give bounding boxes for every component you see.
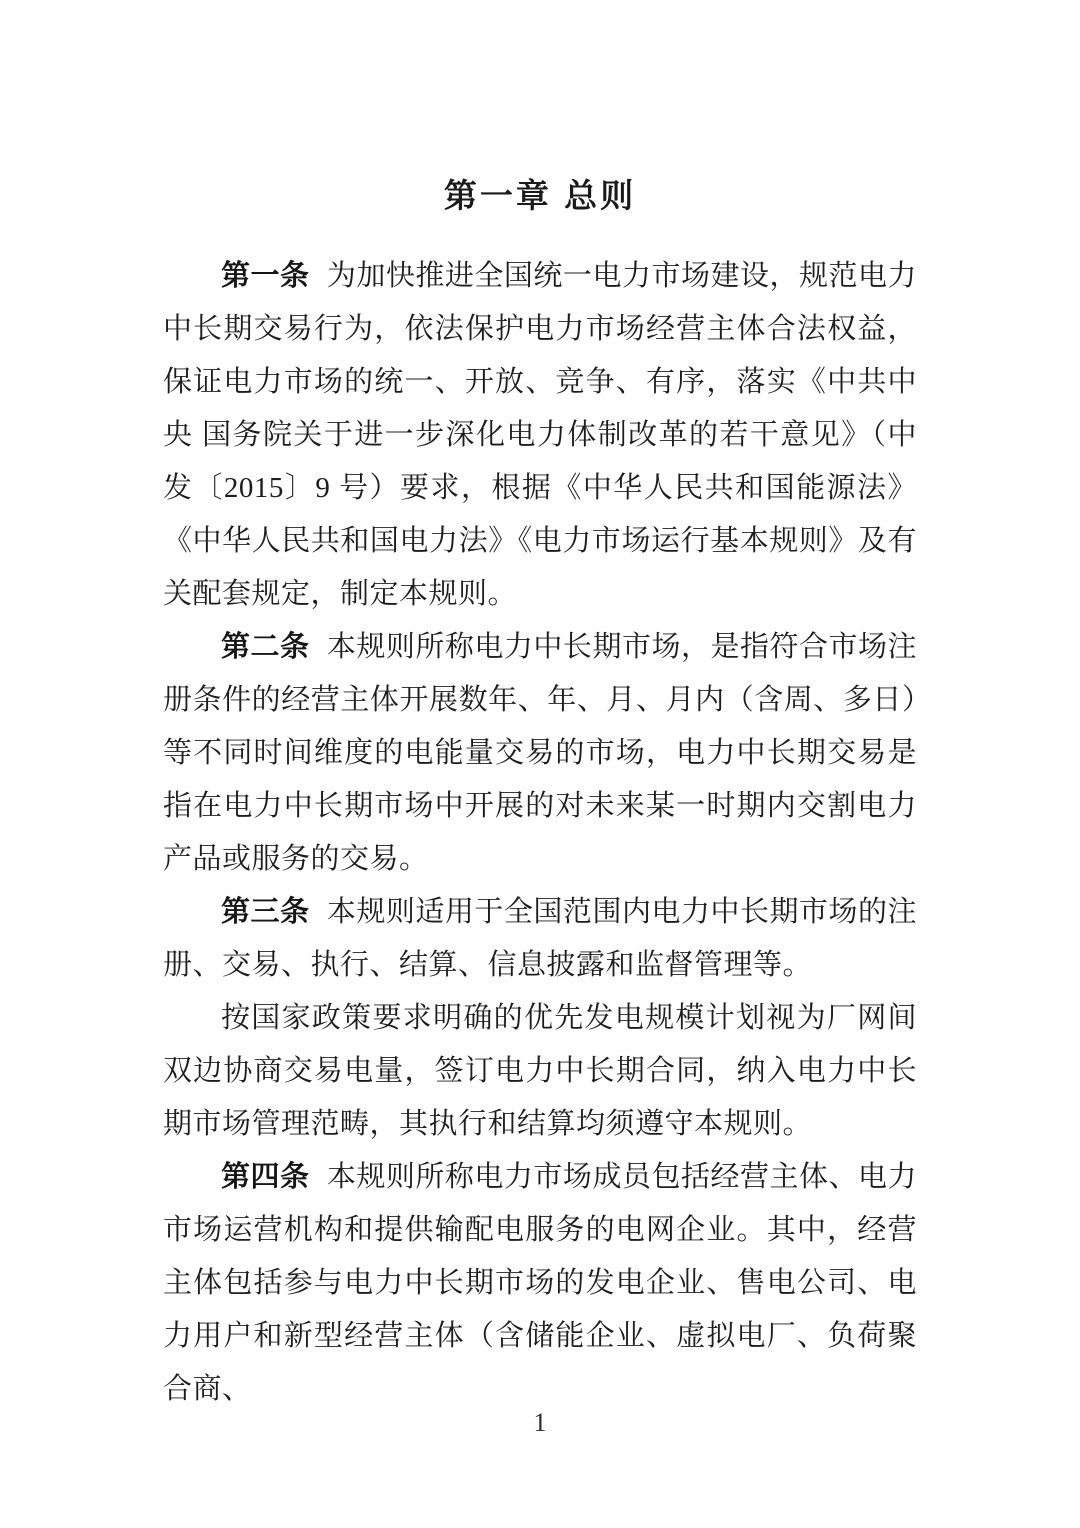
paragraph-4-text: 按国家政策要求明确的优先发电规模计划视为厂网间双边协商交易电量，签订电力中长期合同，纳入电力中长期市场管理范畴，其执行和结算均须遵守本规则。: [163, 1002, 917, 1140]
article-4-text: 本规则所称电力市场成员包括经营主体、电力市场运营机构和提供输配电服务的电网企业。其中，经营主体包括参与电力中长期市场的发电企业、售电公司、电力用户和新型经营主体（含储能企业、虚拟电厂、负荷聚合商、: [163, 1161, 917, 1405]
article-2-number: 第二条: [221, 631, 310, 663]
article-3-number: 第三条: [221, 896, 310, 928]
document-body: [163, 250, 917, 1416]
paragraph-article-2: [163, 621, 917, 886]
article-1-text: 为加快推进全国统一电力市场建设，规范电力中长期交易行为，依法保护电力市场经营主体合法权益，保证电力市场的统一、开放、竞争、有序，落实《中共中央 国务院关于进一步深化电力体制改革的若干意见》（中发〔2015〕9 号）要求，根据《中华人民共和国能源法》《中华人民共和国电力法》《电力市场运行基本规则》及有关配套规定，制定本规则。: [163, 260, 917, 610]
article-2-text: 本规则所称电力中长期市场，是指符合市场注册条件的经营主体开展数年、年、月、月内（含周、多日）等不同时间维度的电能量交易的市场，电力中长期交易是指在电力中长期市场中开展的对未来某一时期内交割电力产品或服务的交易。: [163, 631, 917, 875]
paragraph-article-4: [163, 1151, 917, 1416]
article-4-number: 第四条: [221, 1161, 310, 1193]
article-1-number: 第一条: [221, 260, 310, 292]
paragraph-article-3-continuation: [163, 992, 917, 1151]
page-number: 1: [533, 1408, 547, 1437]
chapter-title: 第一章 总则: [443, 177, 637, 214]
article-3-text: 本规则适用于全国范围内电力中长期市场的注册、交易、执行、结算、信息披露和监督管理等。: [163, 896, 917, 981]
paragraph-article-1: [163, 250, 917, 621]
paragraph-article-3: [163, 886, 917, 992]
